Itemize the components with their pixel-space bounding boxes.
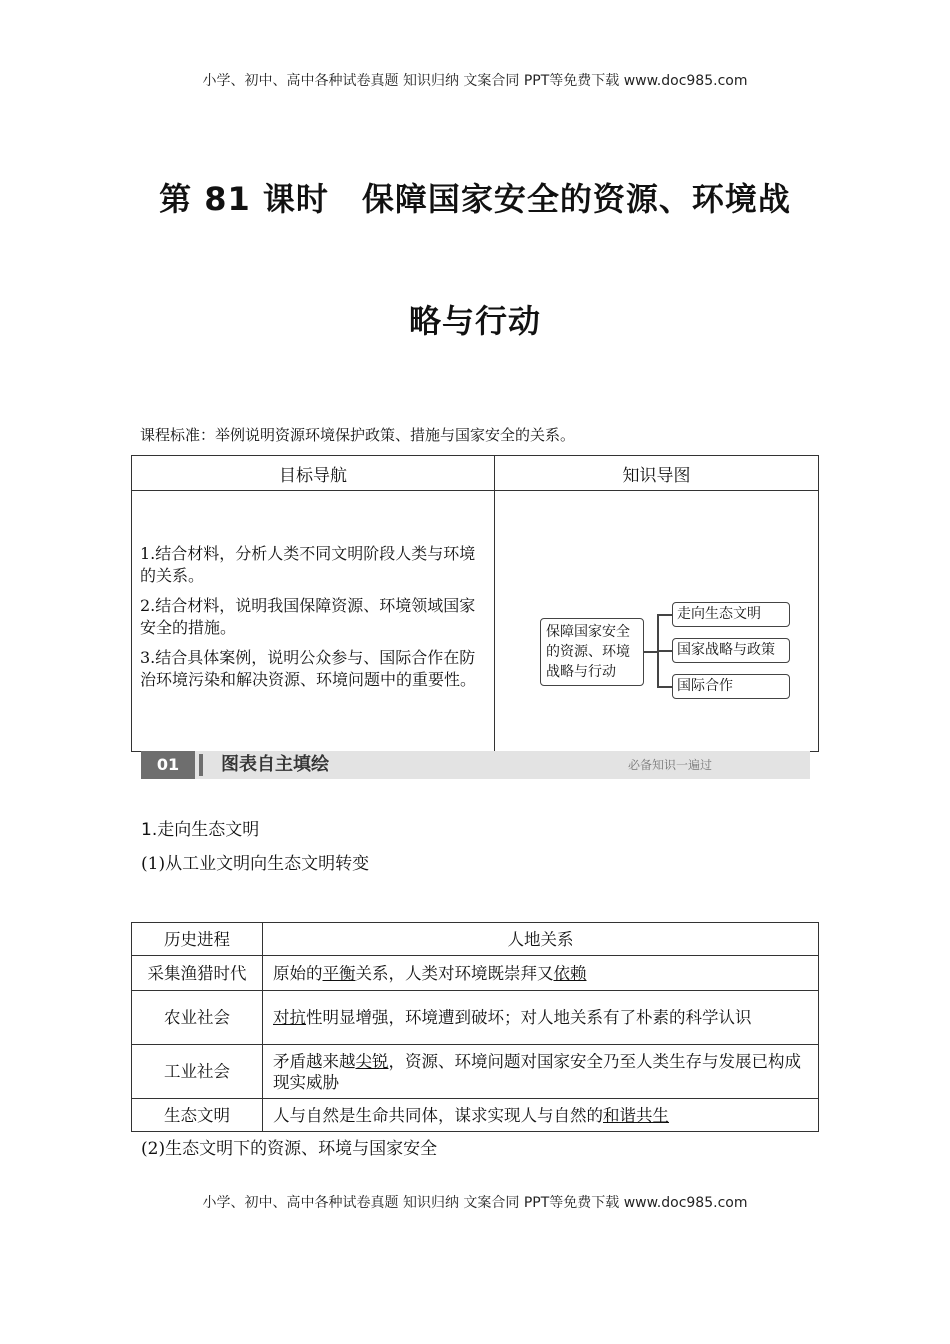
mindmap-branch: 走向生态文明 xyxy=(672,602,790,627)
curriculum-standard: 课程标准：举例说明资源环境保护政策、措施与国家安全的关系。 xyxy=(140,426,576,444)
page-title-line2: 略与行动 xyxy=(408,302,541,340)
relation-cell xyxy=(263,1045,819,1099)
goals-cell xyxy=(132,491,495,752)
connector-line xyxy=(644,651,658,653)
history-table xyxy=(131,922,819,1132)
mindmap-root: 保障国家安全的资源、环境战略与行动 xyxy=(540,618,644,686)
relation-text: 人与自然是生命共同体，谋求实现人与自然的 xyxy=(273,1105,603,1125)
filled-answer: 尖锐 xyxy=(355,1051,389,1071)
table-row xyxy=(132,1099,819,1132)
relation-text: 矛盾越来越 xyxy=(273,1051,356,1071)
goal-item: 3.结合具体案例，说明公众参与、国际合作在防治环境污染和解决资源、环境问题中的重要性。 xyxy=(140,648,477,689)
connector-line xyxy=(657,686,672,688)
section-divider xyxy=(199,754,203,776)
filled-answer: 对抗 xyxy=(273,1008,306,1027)
heading-ecological-civilization: 1.走向生态文明 xyxy=(141,820,260,840)
filled-answer: 平衡 xyxy=(322,963,356,983)
era-cell: 生态文明 xyxy=(132,1099,263,1132)
mindmap-branch: 国家战略与政策 xyxy=(672,638,790,663)
goal-item: 2.结合材料，说明我国保障资源、环境领域国家安全的措施。 xyxy=(140,596,476,637)
mindmap-cell xyxy=(495,491,819,752)
table-row xyxy=(132,991,819,1045)
relation-cell xyxy=(263,1099,819,1132)
page-title-line1: 第 81 课时 保障国家安全的资源、环境战 xyxy=(159,180,791,218)
era-cell: 采集渔猎时代 xyxy=(132,956,263,991)
relation-cell xyxy=(263,991,819,1045)
relation-cell xyxy=(263,956,819,991)
mindmap-branch: 国际合作 xyxy=(672,674,790,699)
relation-text: 关系，人类对环境既崇拜又 xyxy=(355,963,554,983)
section-subtitle: 必备知识一遍过 xyxy=(627,758,712,772)
goals-table xyxy=(131,455,819,752)
section-number: 01 xyxy=(141,751,195,779)
relation-text: 性明显增强，环境遭到破坏；对人地关系有了朴素的科学认识 xyxy=(306,1008,752,1027)
goal-item: 1.结合材料，分析人类不同文明阶段人类与环境的关系。 xyxy=(140,544,476,585)
filled-answer: 和谐共生 xyxy=(603,1105,669,1125)
connector-line xyxy=(657,614,672,616)
section-banner xyxy=(141,751,810,779)
history-header-relation: 人地关系 xyxy=(263,923,819,956)
subheading-2: (2)生态文明下的资源、环境与国家安全 xyxy=(141,1139,438,1159)
table-row xyxy=(132,956,819,991)
goals-header: 目标导航 xyxy=(132,456,495,491)
table-row xyxy=(132,1045,819,1099)
mindmap-header: 知识导图 xyxy=(495,456,819,491)
relation-text: 原始的 xyxy=(273,963,323,983)
page-header: 小学、初中、高中各种试卷真题 知识归纳 文案合同 PPT等免费下载 www.doc985.com xyxy=(202,73,748,89)
page-footer: 小学、初中、高中各种试卷真题 知识归纳 文案合同 PPT等免费下载 www.doc985.com xyxy=(202,1195,748,1211)
history-header-era: 历史进程 xyxy=(132,923,263,956)
filled-answer: 依赖 xyxy=(553,963,587,983)
era-cell: 工业社会 xyxy=(132,1045,263,1099)
connector-line xyxy=(657,650,672,652)
era-cell: 农业社会 xyxy=(132,991,263,1045)
subheading-1: (1)从工业文明向生态文明转变 xyxy=(141,854,370,874)
relation-text: ，资源、环境问题对国家安全乃至人类生存与发展已构成现实威胁 xyxy=(273,1051,801,1092)
section-title: 图表自主填绘 xyxy=(221,754,329,775)
